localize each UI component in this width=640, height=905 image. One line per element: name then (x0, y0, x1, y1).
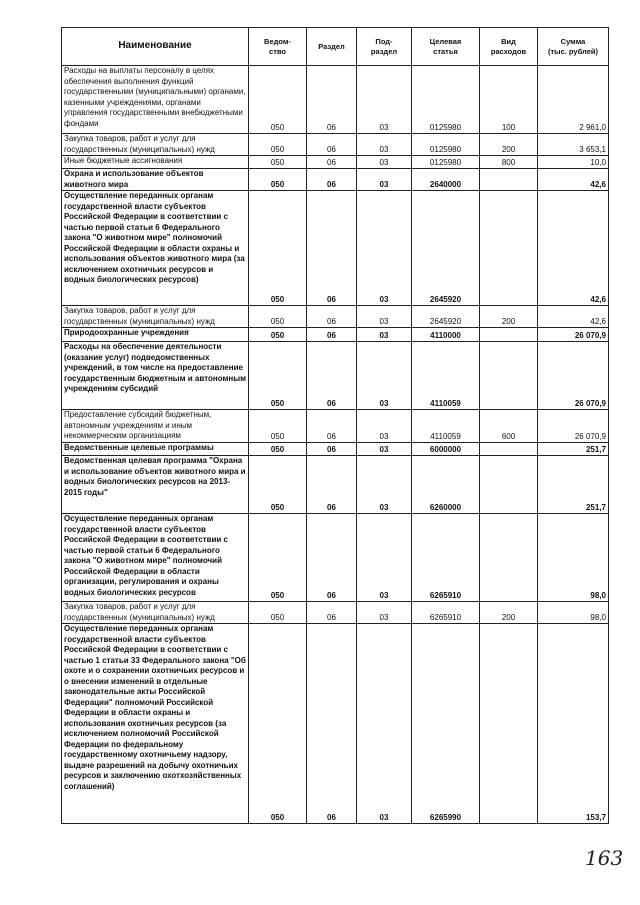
cell-subsection: 03 (357, 602, 412, 624)
cell-dept: 050 (249, 66, 307, 134)
cell-amount: 26 070,9 (538, 410, 609, 443)
table-row (62, 156, 609, 169)
cell-target: 4110059 (412, 410, 480, 443)
cell-section: 06 (307, 456, 357, 514)
cell-exptype (480, 328, 538, 342)
cell-name: Ведомственные целевые программы (62, 443, 249, 456)
cell-name: Закупка товаров, работ и услуг для государственных (муниципальных) нужд (62, 134, 249, 156)
table-row (62, 134, 609, 156)
cell-exptype: 800 (480, 156, 538, 169)
cell-subsection: 03 (357, 624, 412, 824)
table-row (62, 169, 609, 191)
cell-exptype: 200 (480, 602, 538, 624)
table-row (62, 456, 609, 514)
cell-name: Закупка товаров, работ и услуг для государственных (муниципальных) нужд (62, 602, 249, 624)
cell-exptype (480, 456, 538, 514)
cell-dept: 050 (249, 342, 307, 410)
cell-exptype: 600 (480, 410, 538, 443)
cell-dept: 050 (249, 456, 307, 514)
cell-section: 06 (307, 443, 357, 456)
cell-name: Ведомственная целевая программа "Охрана и использование объектов животного мира и водных биологических ресурсов на 2013-2015 годы" (62, 456, 249, 514)
cell-target: 2640000 (412, 169, 480, 191)
cell-amount: 251,7 (538, 456, 609, 514)
cell-subsection: 03 (357, 306, 412, 328)
cell-name: Охрана и использование объектов животного мира (62, 169, 249, 191)
cell-subsection: 03 (357, 514, 412, 602)
table-row (62, 306, 609, 328)
cell-dept: 050 (249, 410, 307, 443)
table-row (62, 624, 609, 824)
cell-subsection: 03 (357, 191, 412, 306)
cell-amount: 42,6 (538, 169, 609, 191)
cell-subsection: 03 (357, 443, 412, 456)
cell-target: 2645920 (412, 306, 480, 328)
cell-target: 6265910 (412, 602, 480, 624)
cell-target: 4110059 (412, 342, 480, 410)
cell-amount: 98,0 (538, 602, 609, 624)
cell-target: 6265990 (412, 624, 480, 824)
cell-amount: 251,7 (538, 443, 609, 456)
table-row (62, 514, 609, 602)
cell-name: Иные бюджетные ассигнования (62, 156, 249, 169)
header-amount: Сумма (тыс. рублей) (538, 28, 609, 66)
cell-section: 06 (307, 306, 357, 328)
cell-section: 06 (307, 514, 357, 602)
table-row (62, 191, 609, 306)
cell-section: 06 (307, 66, 357, 134)
cell-subsection: 03 (357, 328, 412, 342)
cell-section: 06 (307, 134, 357, 156)
table-row (62, 602, 609, 624)
table-row (62, 410, 609, 443)
cell-subsection: 03 (357, 156, 412, 169)
header-exptype: Вид расходов (480, 28, 538, 66)
cell-exptype: 200 (480, 134, 538, 156)
cell-section: 06 (307, 156, 357, 169)
page-number: 163 (585, 846, 624, 870)
cell-exptype (480, 169, 538, 191)
cell-amount: 42,6 (538, 306, 609, 328)
cell-subsection: 03 (357, 134, 412, 156)
cell-amount: 153,7 (538, 624, 609, 824)
cell-target: 0125980 (412, 134, 480, 156)
cell-target: 6000000 (412, 443, 480, 456)
cell-amount: 3 653,1 (538, 134, 609, 156)
cell-amount: 42,6 (538, 191, 609, 306)
cell-dept: 050 (249, 134, 307, 156)
header-row (62, 28, 609, 66)
cell-subsection: 03 (357, 169, 412, 191)
cell-amount: 26 070,9 (538, 342, 609, 410)
cell-dept: 050 (249, 328, 307, 342)
cell-target: 2645920 (412, 191, 480, 306)
header-dept: Ведом- ство (249, 28, 307, 66)
cell-amount: 10,0 (538, 156, 609, 169)
cell-section: 06 (307, 191, 357, 306)
cell-subsection: 03 (357, 410, 412, 443)
cell-subsection: 03 (357, 456, 412, 514)
table-row (62, 443, 609, 456)
cell-subsection: 03 (357, 342, 412, 410)
cell-target: 0125980 (412, 66, 480, 134)
cell-section: 06 (307, 169, 357, 191)
cell-name: Расходы на выплаты персоналу в целях обеспечения выполнения функций государственными (муниципальными) органами, казенными учреждениями, органами управления государственными внебюджетными фондами (62, 66, 249, 134)
cell-exptype (480, 342, 538, 410)
cell-exptype (480, 443, 538, 456)
cell-dept: 050 (249, 443, 307, 456)
cell-section: 06 (307, 342, 357, 410)
cell-name: Расходы на обеспечение деятельности (оказание услуг) подведомственных учреждений, в том числе на предоставление государственным бюджетным и автономным учреждениям субсидий (62, 342, 249, 410)
cell-amount: 26 070,9 (538, 328, 609, 342)
cell-name: Закупка товаров, работ и услуг для государственных (муниципальных) нужд (62, 306, 249, 328)
cell-exptype: 100 (480, 66, 538, 134)
cell-dept: 050 (249, 624, 307, 824)
cell-exptype: 200 (480, 306, 538, 328)
cell-section: 06 (307, 410, 357, 443)
cell-dept: 050 (249, 514, 307, 602)
cell-exptype (480, 624, 538, 824)
table-row (62, 328, 609, 342)
cell-exptype (480, 191, 538, 306)
cell-dept: 050 (249, 156, 307, 169)
table-row (62, 342, 609, 410)
cell-dept: 050 (249, 191, 307, 306)
cell-name: Осуществление переданных органам государственной власти субъектов Российской Федерации в соответствии с частью первой статьи 6 Федерального закона "О животном мире" полномочий Российской Федерации в области охраны и использования объектов животного мира (за исключением охотничьих ресурсов и водных биологических ресурсов) (62, 191, 249, 306)
table-row (62, 66, 609, 134)
cell-dept: 050 (249, 306, 307, 328)
cell-subsection: 03 (357, 66, 412, 134)
cell-exptype (480, 514, 538, 602)
cell-target: 4110000 (412, 328, 480, 342)
cell-target: 6260000 (412, 456, 480, 514)
cell-section: 06 (307, 328, 357, 342)
header-section: Раздел (307, 28, 357, 66)
cell-dept: 050 (249, 169, 307, 191)
cell-amount: 2 961,0 (538, 66, 609, 134)
cell-dept: 050 (249, 602, 307, 624)
budget-table (61, 27, 609, 824)
cell-section: 06 (307, 602, 357, 624)
cell-name: Осуществление переданных органам государственной власти субъектов Российской Федерации в соответствии с частью 1 статьи 33 Федерального закона "Об охоте и о сохранении охотничьих ресурсов и о внесении изменений в отдельные законодательные акты Российской Федерации" полномочий Российской Федерации в области охраны и использования охотничьих ресурсов (за исключением полномочий Российской Федерации по федеральному государственному охотничьему надзору, выдаче разрешений на добычу охотничьих ресурсов и заключению охотхозяйственных соглашений) (62, 624, 249, 824)
header-subsection: Под- раздел (357, 28, 412, 66)
cell-target: 6265910 (412, 514, 480, 602)
cell-amount: 98,0 (538, 514, 609, 602)
cell-target: 0125980 (412, 156, 480, 169)
cell-name: Предоставление субсидий бюджетным, автономным учреждениям и иным некоммерческим организациям (62, 410, 249, 443)
header-target: Целевая статья (412, 28, 480, 66)
cell-name: Природоохранные учреждения (62, 328, 249, 342)
cell-name: Осуществление переданных органам государственной власти субъектов Российской Федерации в соответствии с частью первой статьи 6 Федерального закона "О животном мире" полномочий Российской Федерации в области организации, регулирования и охраны водных биологических ресурсов (62, 514, 249, 602)
cell-section: 06 (307, 624, 357, 824)
header-name: Наименование (62, 28, 249, 66)
